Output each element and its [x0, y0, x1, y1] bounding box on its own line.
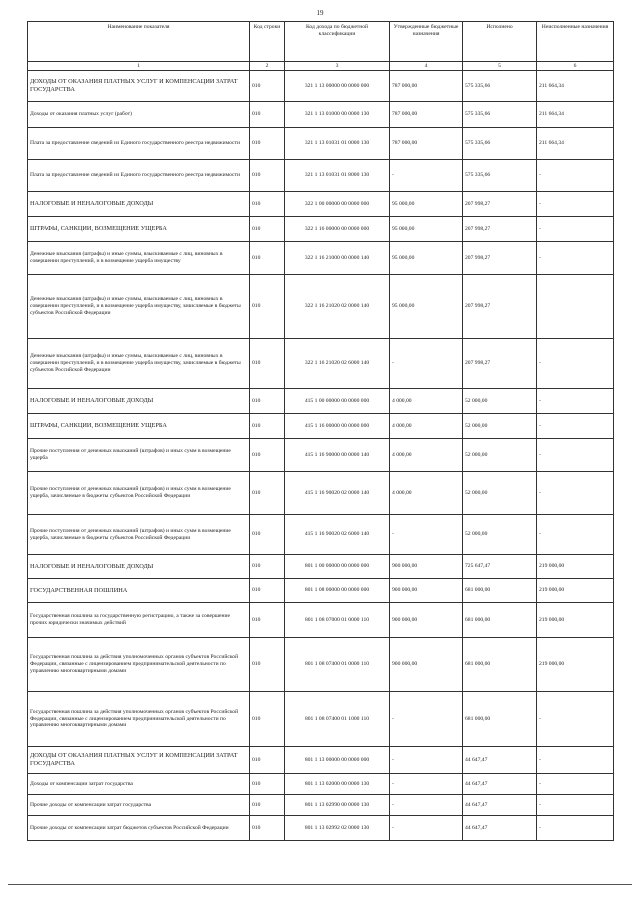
- row-remaining: -: [537, 774, 614, 795]
- table-row: [28, 439, 614, 472]
- row-executed: 681 000,00: [463, 638, 537, 692]
- row-kbk: 321 1 13 01031 01 8000 130: [285, 160, 390, 192]
- row-executed: 207 998,27: [463, 217, 537, 242]
- row-approved: 4 000,00: [390, 389, 463, 414]
- row-kbk: 415 1 16 90000 00 0000 140: [285, 439, 390, 472]
- row-approved: -: [390, 816, 463, 841]
- header-approved: Утвержденные бюджетные назначения: [390, 22, 463, 62]
- table-row: [28, 515, 614, 555]
- row-name: ДОХОДЫ ОТ ОКАЗАНИЯ ПЛАТНЫХ УСЛУГ И КОМПЕНСАЦИИ ЗАТРАТ ГОСУДАРСТВА: [28, 747, 250, 774]
- header-indicator-name: Наименование показателя: [28, 22, 250, 62]
- row-kbk: 801 1 08 07400 01 0000 110: [285, 638, 390, 692]
- row-executed: 52 000,00: [463, 414, 537, 439]
- table-row: [28, 414, 614, 439]
- row-approved: 787 000,00: [390, 71, 463, 102]
- row-kbk: 415 1 00 00000 00 0000 000: [285, 389, 390, 414]
- row-remaining: -: [537, 389, 614, 414]
- table-row: [28, 795, 614, 816]
- row-executed: 681 000,00: [463, 603, 537, 638]
- row-approved: -: [390, 747, 463, 774]
- row-remaining: -: [537, 795, 614, 816]
- row-kbk: 801 1 13 02990 00 0000 130: [285, 795, 390, 816]
- row-executed: 44 647,47: [463, 816, 537, 841]
- row-remaining: -: [537, 242, 614, 275]
- table-row: [28, 102, 614, 128]
- row-approved: -: [390, 795, 463, 816]
- row-kbk: 321 1 13 00000 00 0000 000: [285, 71, 390, 102]
- row-remaining: -: [537, 439, 614, 472]
- row-code: 010: [250, 439, 285, 472]
- row-kbk: 415 1 16 90020 02 0000 140: [285, 472, 390, 515]
- row-executed: 575 335,66: [463, 71, 537, 102]
- row-name: Доходы от оказания платных услуг (работ): [28, 102, 250, 128]
- row-kbk: 801 1 13 00000 00 0000 000: [285, 747, 390, 774]
- row-approved: 95 000,00: [390, 242, 463, 275]
- table-row: [28, 774, 614, 795]
- row-approved: 787 000,00: [390, 128, 463, 160]
- row-name: Прочие поступления от денежных взысканий (штрафов) и иных сумм в возмещение ущерба: [28, 439, 250, 472]
- row-code: 010: [250, 747, 285, 774]
- row-name: Прочие доходы от компенсации затрат бюджетов субъектов Российской Федерации: [28, 816, 250, 841]
- row-executed: 44 647,47: [463, 774, 537, 795]
- row-remaining: -: [537, 692, 614, 747]
- column-number: 5: [463, 62, 537, 71]
- row-code: 010: [250, 472, 285, 515]
- row-code: 010: [250, 638, 285, 692]
- row-code: 010: [250, 515, 285, 555]
- table-row: [28, 192, 614, 217]
- row-kbk: 415 1 16 90020 02 6000 140: [285, 515, 390, 555]
- row-name: Государственная пошлина за действия уполномоченных органов субъектов Российской Федерации, связанные с лицензированием предпринимательской деятельности по управлению многоквартирными домами: [28, 638, 250, 692]
- table-row: [28, 603, 614, 638]
- row-remaining: -: [537, 160, 614, 192]
- row-executed: 207 998,27: [463, 275, 537, 339]
- row-executed: 44 647,47: [463, 795, 537, 816]
- row-remaining: 211 664,34: [537, 102, 614, 128]
- row-remaining: 211 664,34: [537, 71, 614, 102]
- row-code: 010: [250, 102, 285, 128]
- column-number: 6: [537, 62, 614, 71]
- row-executed: 44 647,47: [463, 747, 537, 774]
- row-approved: 900 000,00: [390, 638, 463, 692]
- row-approved: -: [390, 774, 463, 795]
- row-remaining: 219 000,00: [537, 555, 614, 579]
- row-kbk: 322 1 16 21020 02 6000 140: [285, 339, 390, 389]
- row-approved: -: [390, 692, 463, 747]
- row-kbk: 801 1 08 00000 00 0000 000: [285, 579, 390, 603]
- table-row: [28, 339, 614, 389]
- row-executed: 52 000,00: [463, 389, 537, 414]
- row-executed: 575 335,66: [463, 102, 537, 128]
- row-name: Плата за предоставление сведений из Единого государственного реестра недвижимости: [28, 160, 250, 192]
- row-code: 010: [250, 579, 285, 603]
- table-row: [28, 217, 614, 242]
- table-row: [28, 692, 614, 747]
- header-remaining: Неисполненные назначения: [537, 22, 614, 62]
- row-code: 010: [250, 242, 285, 275]
- table-row: [28, 638, 614, 692]
- row-executed: 725 647,47: [463, 555, 537, 579]
- row-code: 010: [250, 71, 285, 102]
- row-name: НАЛОГОВЫЕ И НЕНАЛОГОВЫЕ ДОХОДЫ: [28, 192, 250, 217]
- row-remaining: 211 664,34: [537, 128, 614, 160]
- row-kbk: 322 1 16 00000 00 0000 000: [285, 217, 390, 242]
- row-code: 010: [250, 692, 285, 747]
- row-name: ШТРАФЫ, САНКЦИИ, ВОЗМЕЩЕНИЕ УЩЕРБА: [28, 217, 250, 242]
- row-executed: 52 000,00: [463, 515, 537, 555]
- row-remaining: -: [537, 339, 614, 389]
- row-executed: 207 998,27: [463, 339, 537, 389]
- row-remaining: -: [537, 515, 614, 555]
- row-remaining: -: [537, 192, 614, 217]
- row-name: Прочие поступления от денежных взысканий (штрафов) и иных сумм в возмещение ущерба, зачисляемые в бюджеты субъектов Российской Федерации: [28, 515, 250, 555]
- row-code: 010: [250, 217, 285, 242]
- row-code: 010: [250, 160, 285, 192]
- row-remaining: -: [537, 816, 614, 841]
- row-approved: 95 000,00: [390, 217, 463, 242]
- row-code: 010: [250, 275, 285, 339]
- row-remaining: 219 000,00: [537, 638, 614, 692]
- page-bottom-rule: [8, 884, 632, 885]
- row-name: Денежные взыскания (штрафы) и иные суммы, взыскиваемые с лиц, виновных в совершении преступлений, и в возмещение ущерба имуществу: [28, 242, 250, 275]
- row-name: ШТРАФЫ, САНКЦИИ, ВОЗМЕЩЕНИЕ УЩЕРБА: [28, 414, 250, 439]
- column-number: 3: [285, 62, 390, 71]
- row-kbk: 801 1 13 02992 02 0000 130: [285, 816, 390, 841]
- table-row: [28, 128, 614, 160]
- table-row: [28, 389, 614, 414]
- header-budget-code: Код дохода по бюджетной классификации: [285, 22, 390, 62]
- table-header-row: [28, 22, 614, 62]
- row-approved: 900 000,00: [390, 555, 463, 579]
- row-approved: -: [390, 339, 463, 389]
- row-executed: 681 000,00: [463, 692, 537, 747]
- row-name: Государственная пошлина за действия уполномоченных органов субъектов Российской Федерации, связанные с лицензированием предпринимательской деятельности по управлению многоквартирными домами: [28, 692, 250, 747]
- row-approved: -: [390, 160, 463, 192]
- row-remaining: -: [537, 472, 614, 515]
- row-approved: 4 000,00: [390, 414, 463, 439]
- row-kbk: 801 1 08 07000 01 0000 110: [285, 603, 390, 638]
- row-remaining: -: [537, 747, 614, 774]
- row-kbk: 322 1 16 21020 02 0000 140: [285, 275, 390, 339]
- table-row: [28, 747, 614, 774]
- row-code: 010: [250, 603, 285, 638]
- row-approved: 95 000,00: [390, 192, 463, 217]
- table-row: [28, 160, 614, 192]
- row-remaining: -: [537, 217, 614, 242]
- row-code: 010: [250, 795, 285, 816]
- row-kbk: 801 1 08 07400 01 1000 110: [285, 692, 390, 747]
- column-number: 1: [28, 62, 250, 71]
- row-name: НАЛОГОВЫЕ И НЕНАЛОГОВЫЕ ДОХОДЫ: [28, 389, 250, 414]
- row-name: НАЛОГОВЫЕ И НЕНАЛОГОВЫЕ ДОХОДЫ: [28, 555, 250, 579]
- row-approved: 787 000,00: [390, 102, 463, 128]
- row-executed: 207 998,27: [463, 242, 537, 275]
- row-approved: 900 000,00: [390, 579, 463, 603]
- row-kbk: 321 1 13 01031 01 0000 130: [285, 128, 390, 160]
- row-name: Доходы от компенсации затрат государства: [28, 774, 250, 795]
- row-executed: 52 000,00: [463, 472, 537, 515]
- row-code: 010: [250, 192, 285, 217]
- row-code: 010: [250, 816, 285, 841]
- row-name: Государственная пошлина за государственную регистрацию, а также за совершение прочих юридически значимых действий: [28, 603, 250, 638]
- row-name: Плата за предоставление сведений из Единого государственного реестра недвижимости: [28, 128, 250, 160]
- row-kbk: 322 1 00 00000 00 0000 000: [285, 192, 390, 217]
- row-name: ДОХОДЫ ОТ ОКАЗАНИЯ ПЛАТНЫХ УСЛУГ И КОМПЕНСАЦИИ ЗАТРАТ ГОСУДАРСТВА: [28, 71, 250, 102]
- column-numbers-row: [28, 62, 614, 71]
- row-remaining: 219 000,00: [537, 579, 614, 603]
- row-code: 010: [250, 128, 285, 160]
- table-row: [28, 816, 614, 841]
- header-executed: Исполнено: [463, 22, 537, 62]
- row-remaining: [537, 275, 614, 339]
- row-approved: -: [390, 515, 463, 555]
- row-name: Денежные взыскания (штрафы) и иные суммы, взыскиваемые с лиц, виновных в совершении преступлений, и в возмещение ущерба имуществу, зачисляемые в бюджеты субъектов Российской Федерации: [28, 275, 250, 339]
- header-line-code: Код строки: [250, 22, 285, 62]
- row-executed: 575 335,66: [463, 160, 537, 192]
- row-executed: 52 000,00: [463, 439, 537, 472]
- row-approved: 900 000,00: [390, 603, 463, 638]
- table-row: [28, 472, 614, 515]
- row-remaining: 219 000,00: [537, 603, 614, 638]
- row-approved: 4 000,00: [390, 439, 463, 472]
- column-number: 4: [390, 62, 463, 71]
- table-row: [28, 555, 614, 579]
- row-code: 010: [250, 414, 285, 439]
- row-name: ГОСУДАРСТВЕННАЯ ПОШЛИНА: [28, 579, 250, 603]
- row-remaining: -: [537, 414, 614, 439]
- row-name: Прочие доходы от компенсации затрат государства: [28, 795, 250, 816]
- row-kbk: 321 1 13 01000 00 0000 130: [285, 102, 390, 128]
- revenue-report-table: [27, 21, 614, 841]
- table-row: [28, 71, 614, 102]
- page-number: 19: [316, 9, 324, 17]
- row-approved: 95 000,00: [390, 275, 463, 339]
- row-code: 010: [250, 389, 285, 414]
- table-row: [28, 275, 614, 339]
- column-number: 2: [250, 62, 285, 71]
- table-row: [28, 579, 614, 603]
- row-kbk: 415 1 16 00000 00 0000 000: [285, 414, 390, 439]
- row-code: 010: [250, 339, 285, 389]
- row-kbk: 801 1 13 02000 00 0000 130: [285, 774, 390, 795]
- row-code: 010: [250, 774, 285, 795]
- row-executed: 207 998,27: [463, 192, 537, 217]
- row-executed: 681 000,00: [463, 579, 537, 603]
- row-code: 010: [250, 555, 285, 579]
- row-name: Прочие поступления от денежных взысканий (штрафов) и иных сумм в возмещение ущерба, зачисляемые в бюджеты субъектов Российской Федерации: [28, 472, 250, 515]
- table-row: [28, 242, 614, 275]
- row-kbk: 322 1 16 21000 00 0000 140: [285, 242, 390, 275]
- row-approved: 4 000,00: [390, 472, 463, 515]
- row-kbk: 801 1 00 00000 00 0000 000: [285, 555, 390, 579]
- row-name: Денежные взыскания (штрафы) и иные суммы, взыскиваемые с лиц, виновных в совершении преступлений, и в возмещение ущерба имуществу, зачисляемые в бюджеты субъектов Российской Федерации: [28, 339, 250, 389]
- row-executed: 575 335,66: [463, 128, 537, 160]
